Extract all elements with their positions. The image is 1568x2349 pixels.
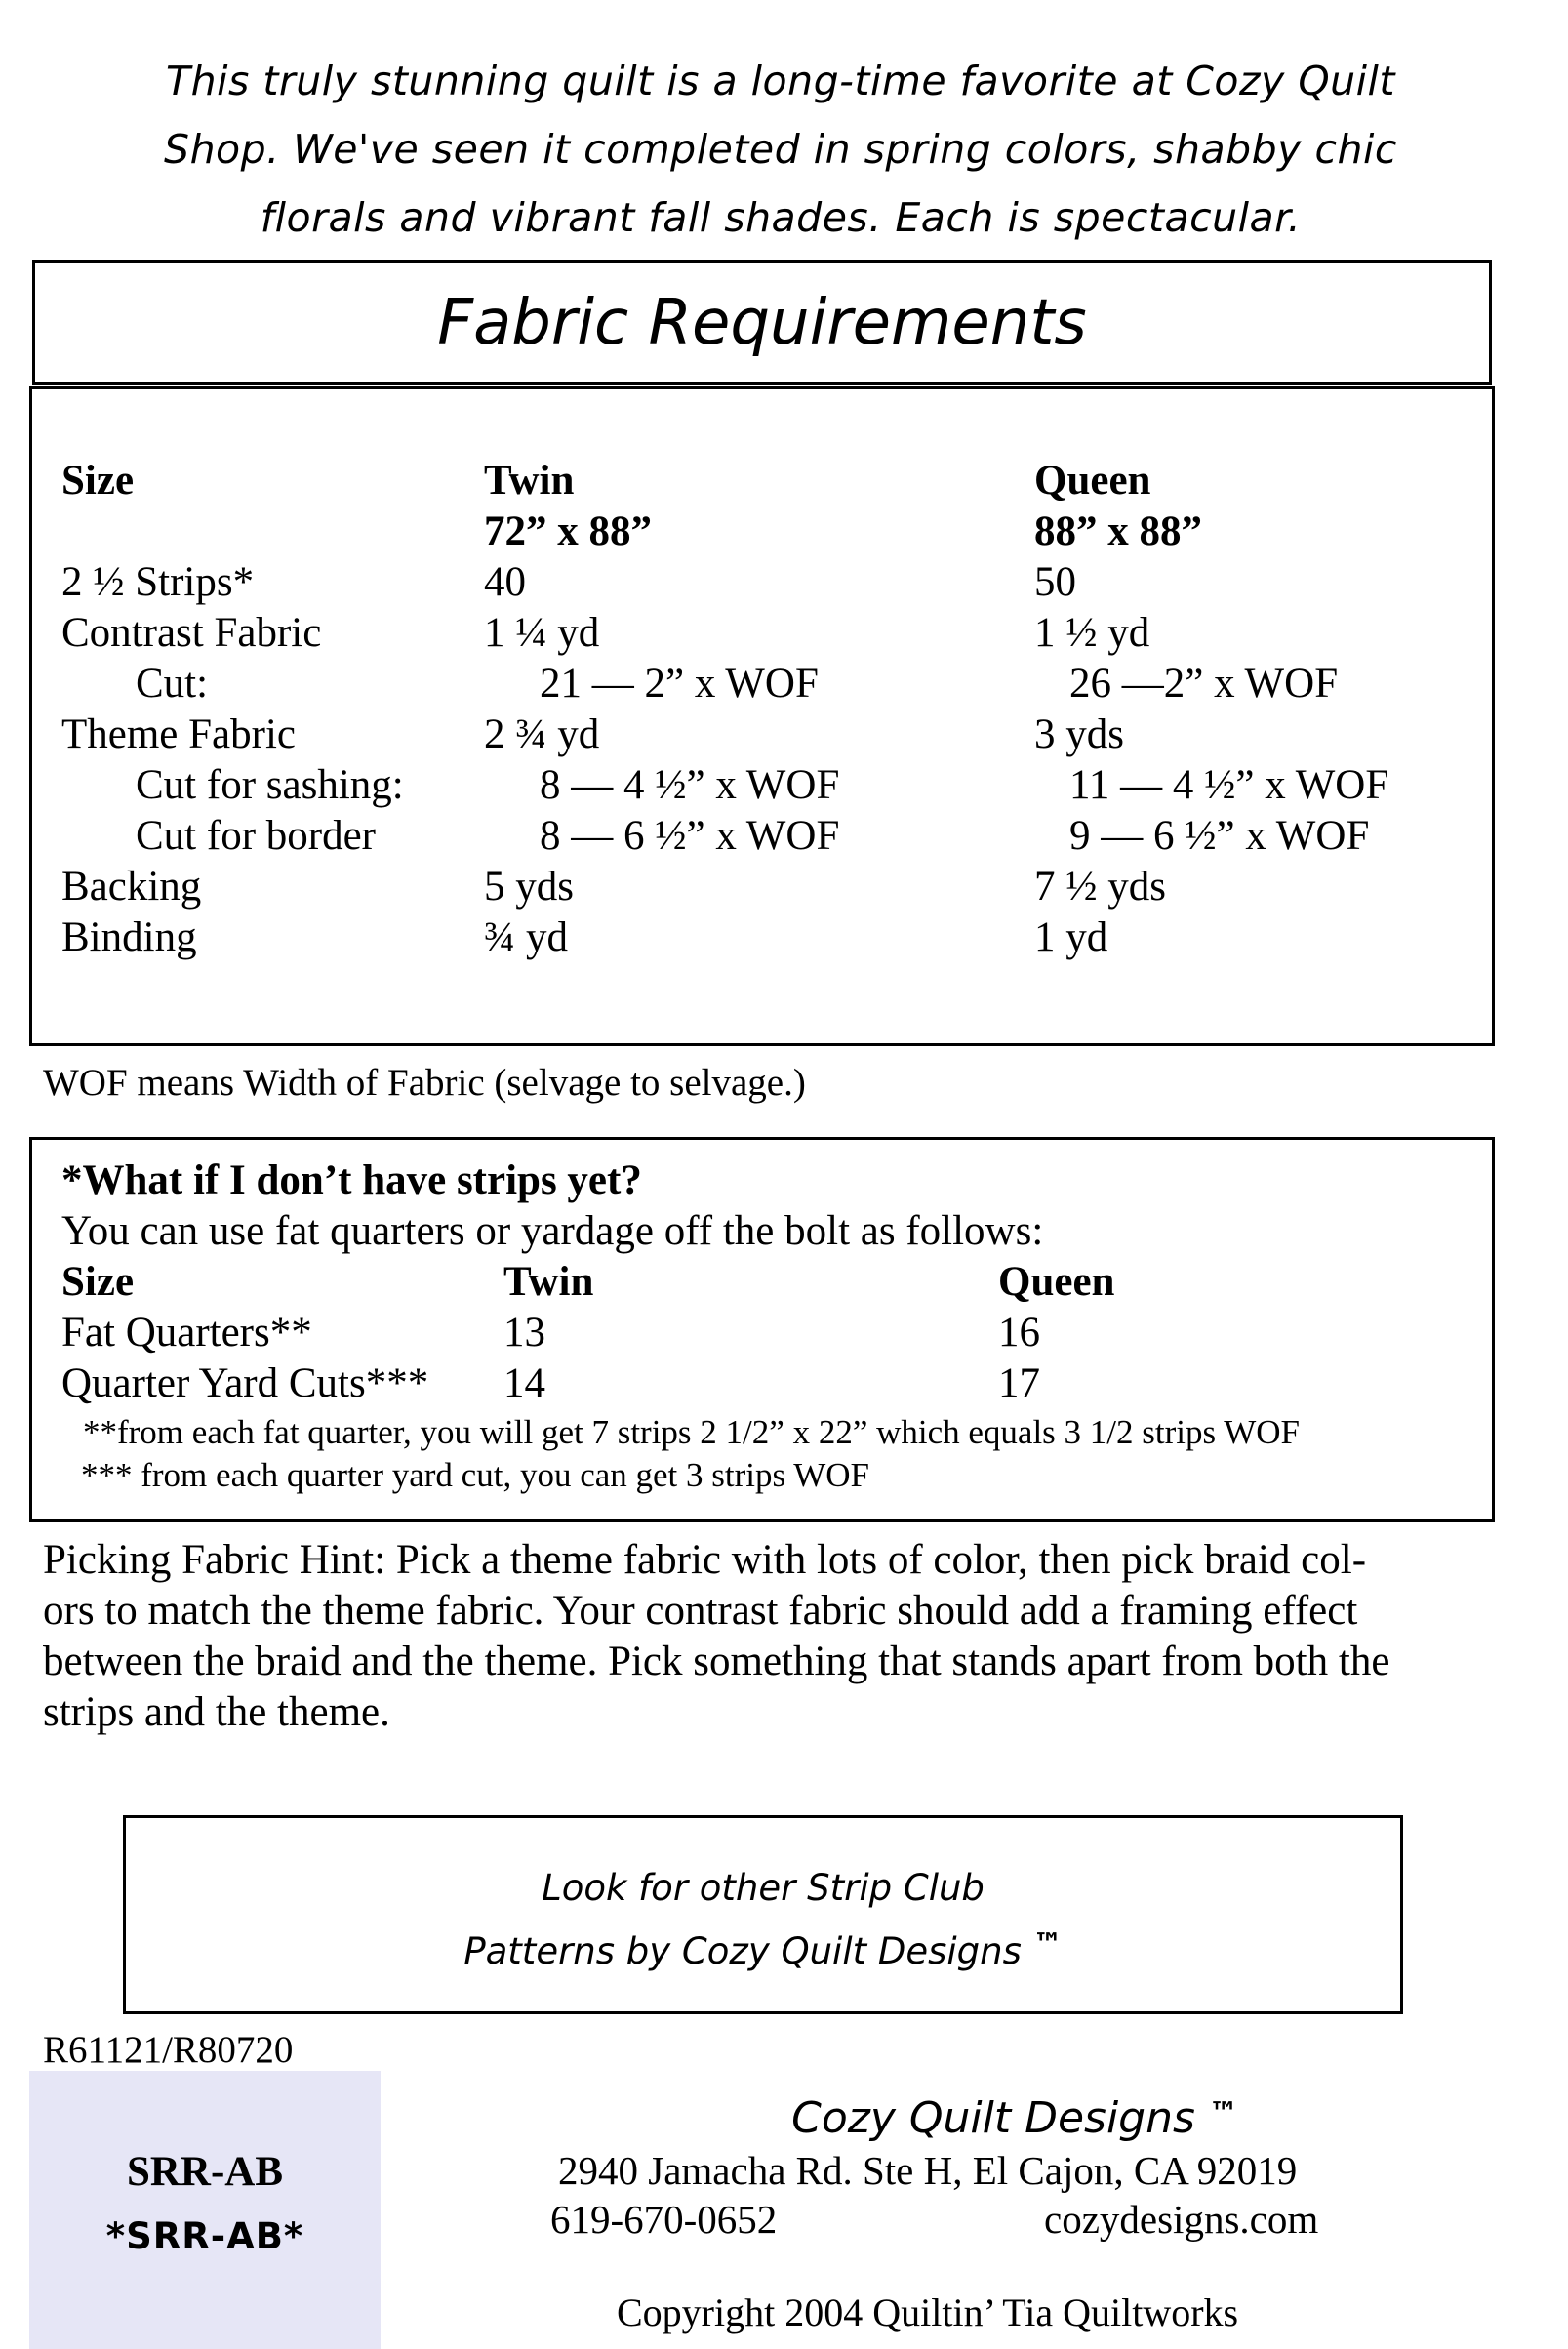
quarter-yard-footnote: *** from each quarter yard cut, you can get 3 strips WOF xyxy=(81,1456,870,1494)
other-patterns-box xyxy=(123,1815,1403,2014)
strips-row-twin: 14 xyxy=(503,1360,545,1406)
row-twin: 21 — 2” x WOF xyxy=(540,661,819,707)
header-twin: Twin xyxy=(484,458,575,504)
row-queen: 1 ½ yd xyxy=(1034,610,1150,656)
row-label: Binding xyxy=(61,914,197,960)
row-label: 2 ½ Strips* xyxy=(61,559,255,605)
strips-row-queen: 17 xyxy=(998,1360,1040,1406)
other-patterns-line xyxy=(126,1917,1400,1980)
row-queen: 11 — 4 ½” x WOF xyxy=(1069,762,1389,808)
strips-row-label: Fat Quarters** xyxy=(61,1310,312,1356)
row-queen: 1 yd xyxy=(1034,914,1108,960)
intro-line: Shop. We've seen it completed in spring colors, shabby chic xyxy=(164,126,1397,173)
intro-line: This truly stunning quilt is a long-time favorite at Cozy Quilt xyxy=(166,58,1395,104)
strips-intro: You can use fat quarters or yardage off the bolt as follows: xyxy=(61,1208,1044,1254)
hint-line: strips and the theme. xyxy=(43,1689,390,1735)
row-queen: 26 —2” x WOF xyxy=(1069,661,1339,707)
picking-fabric-hint xyxy=(43,1535,1526,1738)
company-website: cozydesigns.com xyxy=(1044,2197,1319,2242)
row-twin: 2 ¾ yd xyxy=(484,711,600,757)
intro-paragraph xyxy=(39,47,1522,252)
twin-dimensions: 72” x 88” xyxy=(484,508,652,554)
strips-header-queen: Queen xyxy=(998,1259,1115,1305)
product-code: SRR-AB xyxy=(126,2149,284,2195)
strips-header-twin: Twin xyxy=(503,1259,594,1305)
row-label: Backing xyxy=(61,864,202,910)
strips-header-size: Size xyxy=(61,1259,135,1305)
strips-row-label: Quarter Yard Cuts*** xyxy=(61,1360,429,1406)
fabric-requirements-table xyxy=(29,386,1495,1046)
other-patterns-line: Look for other Strip Club xyxy=(542,1867,985,1909)
trademark-symbol: ™ xyxy=(1032,1927,1063,1962)
strips-question: *What if I don’t have strips yet? xyxy=(61,1157,642,1203)
row-twin: 1 ¼ yd xyxy=(484,610,600,656)
revision-code: R61121/R80720 xyxy=(43,2029,294,2071)
row-label: Cut: xyxy=(136,661,209,707)
hint-line: between the braid and the theme. Pick something that stands apart from both the xyxy=(43,1639,1390,1684)
company-name xyxy=(673,2085,1356,2148)
row-label: Theme Fabric xyxy=(61,711,296,757)
company-address: 2940 Jamacha Rd. Ste H, El Cajon, CA 92019 xyxy=(558,2148,1298,2193)
header-queen: Queen xyxy=(1034,458,1151,504)
other-patterns-brand: Patterns by Cozy Quilt Designs xyxy=(463,1930,1022,1972)
company-name-text: Cozy Quilt Designs xyxy=(791,2093,1195,2143)
product-code-panel xyxy=(29,2071,381,2349)
row-queen: 9 — 6 ½” x WOF xyxy=(1069,813,1370,859)
wof-note: WOF means Width of Fabric (selvage to selvage.) xyxy=(43,1062,806,1104)
row-twin: 40 xyxy=(484,559,526,605)
fabric-requirements-title: Fabric Requirements xyxy=(437,287,1087,359)
strips-row-twin: 13 xyxy=(503,1310,545,1356)
fat-quarter-footnote: **from each fat quarter, you will get 7 strips 2 1/2” x 22” which equals 3 1/2 strips WOF xyxy=(83,1413,1301,1451)
queen-dimensions: 88” x 88” xyxy=(1034,508,1202,554)
no-strips-box xyxy=(29,1137,1495,1522)
fabric-requirements-title-box xyxy=(32,260,1492,385)
row-label: Contrast Fabric xyxy=(61,610,322,656)
trademark-symbol: ™ xyxy=(1208,2096,1238,2130)
company-phone: 619-670-0652 xyxy=(550,2197,778,2242)
row-twin: 8 — 4 ½” x WOF xyxy=(540,762,840,808)
row-queen: 3 yds xyxy=(1034,711,1124,757)
row-queen: 50 xyxy=(1034,559,1076,605)
row-twin: ¾ yd xyxy=(484,914,568,960)
row-queen: 7 ½ yds xyxy=(1034,864,1166,910)
strips-row-queen: 16 xyxy=(998,1310,1040,1356)
row-twin: 5 yds xyxy=(484,864,574,910)
hint-line: Picking Fabric Hint: Pick a theme fabric with lots of color, then pick braid col- xyxy=(43,1537,1367,1583)
header-size: Size xyxy=(61,458,135,504)
row-label: Cut for sashing: xyxy=(136,762,404,808)
intro-line: florals and vibrant fall shades. Each is spectacular. xyxy=(260,194,1302,241)
barcode-text: *SRR-AB* xyxy=(105,2215,304,2257)
copyright-notice: Copyright 2004 Quiltin’ Tia Quiltworks xyxy=(617,2290,1239,2334)
hint-line: ors to match the theme fabric. Your contrast fabric should add a framing effect xyxy=(43,1588,1358,1634)
row-label: Cut for border xyxy=(136,813,376,859)
other-patterns-text xyxy=(126,1860,1400,1980)
row-twin: 8 — 6 ½” x WOF xyxy=(540,813,840,859)
